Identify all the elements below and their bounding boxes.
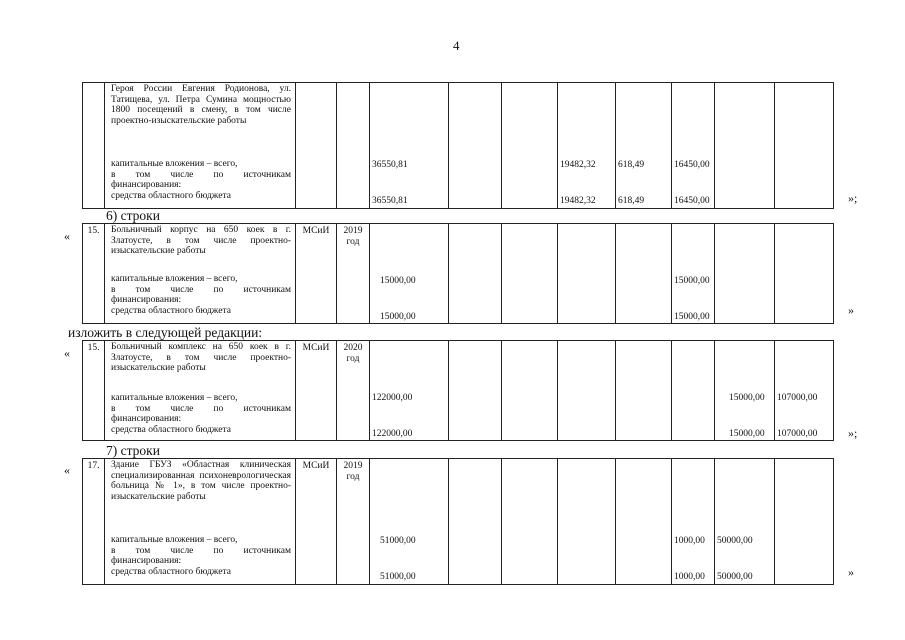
org-cell — [296, 83, 337, 209]
capital-total-label: капитальные вложения – всего, — [111, 159, 238, 169]
table-block-2 — [82, 223, 834, 324]
financing-sources-label: в том числе по источникам финансирования: — [111, 403, 291, 424]
col10-budget-value: 16450,00 — [674, 196, 710, 206]
col10-budget-value: 50000,00 — [717, 572, 753, 582]
col8-budget-value: 19482,32 — [560, 196, 596, 206]
total-value: 51000,00 — [380, 536, 416, 546]
org-cell: МСиИ — [296, 224, 337, 324]
total-budget-value: 122000,00 — [372, 429, 413, 439]
col11-value: 107000,00 — [777, 393, 818, 403]
closing-quote-1: »; — [848, 191, 858, 205]
object-name: Здание ГБУЗ «Областная клиническая специализированная психоневрологическая больница № 1», в том числе проектно-изыскательские работы — [111, 460, 291, 502]
financing-sources-label: в том числе по источникам финансирования: — [111, 545, 291, 566]
section-6-heading: 6) строки — [106, 208, 160, 223]
table-block-3 — [82, 340, 834, 441]
year-cell: 2019 год — [337, 459, 370, 585]
col10-budget-value: 15000,00 — [674, 312, 710, 322]
col10-value: 16450,00 — [674, 160, 710, 170]
total-budget-value: 15000,00 — [380, 312, 416, 322]
closing-quote-3: »; — [848, 426, 858, 440]
total-value: 36550,81 — [372, 160, 408, 170]
org-cell: МСиИ — [296, 341, 337, 441]
total-budget-value: 51000,00 — [380, 572, 416, 582]
org-cell: МСиИ — [296, 459, 337, 585]
row-number-cell — [83, 83, 105, 209]
total-budget-value: 36550,81 — [372, 196, 408, 206]
year-cell: 2019 год — [337, 224, 370, 324]
capital-total-label: капитальные вложения – всего, — [111, 535, 238, 545]
col10-budget-value: 15000,00 — [729, 429, 765, 439]
col9-value: 618,49 — [618, 160, 645, 170]
section-7-heading: 7) строки — [106, 443, 160, 458]
row-number-cell: 17. — [83, 459, 105, 585]
col10-value: 15000,00 — [674, 276, 710, 286]
closing-quote-2: » — [848, 303, 854, 317]
year-cell: 2020 год — [337, 341, 370, 441]
page-number: 4 — [453, 38, 460, 53]
object-name: Героя России Евгения Родионова, ул. Татищева, ул. Петра Сумина мощностью 1800 посещений в смену, в том числе проектно-изыскательские работы — [111, 84, 291, 126]
replace-instruction: изложить в следующей редакции: — [68, 325, 263, 340]
capital-total-label: капитальные вложения – всего, — [111, 274, 238, 284]
row-number-cell: 15. — [83, 224, 105, 324]
regional-budget-label: средства областного бюджета — [111, 190, 231, 201]
opening-quote-3: « — [64, 346, 70, 360]
table-block-4 — [82, 458, 834, 585]
col10-value: 15000,00 — [729, 393, 765, 403]
financing-sources-label: в том числе по источникам финансирования: — [111, 169, 291, 190]
col9-budget-value: 1000,00 — [674, 572, 705, 582]
table-block-1 — [82, 82, 834, 209]
opening-quote-4: « — [64, 463, 70, 477]
closing-quote-4: » — [848, 565, 854, 579]
financing-sources-label: в том числе по источникам финансирования: — [111, 284, 291, 305]
object-name: Больничный корпус на 650 коек в г. Златоусте, в том числе проектно-изыскательские работы — [111, 225, 291, 256]
total-value: 15000,00 — [380, 276, 416, 286]
regional-budget-label: средства областного бюджета — [111, 424, 231, 435]
object-name: Больничный комплекс на 650 коек в г. Златоусте, в том числе проектно-изыскательские работы — [111, 342, 291, 373]
total-value: 122000,00 — [372, 393, 413, 403]
col10-value: 50000,00 — [717, 536, 753, 546]
col9-budget-value: 618,49 — [618, 196, 645, 206]
regional-budget-label: средства областного бюджета — [111, 305, 231, 316]
col9-value: 1000,00 — [674, 536, 705, 546]
regional-budget-label: средства областного бюджета — [111, 566, 231, 577]
year-cell — [337, 83, 370, 209]
capital-total-label: капитальные вложения – всего, — [111, 393, 238, 403]
row-number-cell: 15. — [83, 341, 105, 441]
col8-value: 19482,32 — [560, 160, 596, 170]
opening-quote-2: « — [64, 229, 70, 243]
col11-budget-value: 107000,00 — [777, 429, 818, 439]
